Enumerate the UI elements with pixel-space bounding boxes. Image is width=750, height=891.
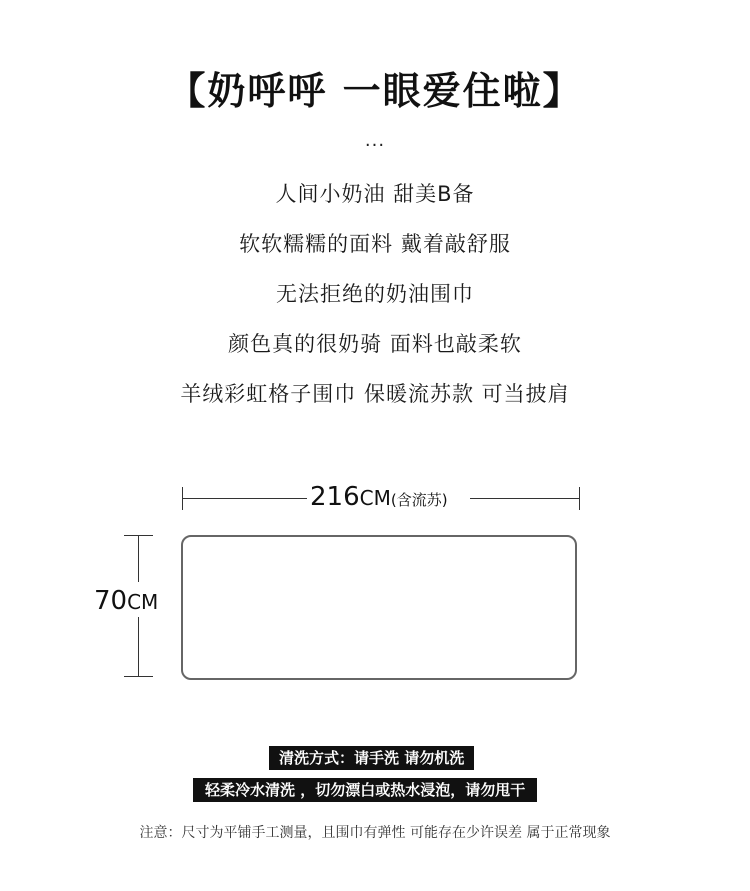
scarf-outline <box>181 535 577 680</box>
care-instructions-line-2: 轻柔冷水清洗 ，切勿漂白或热水浸泡，请勿甩干 <box>193 778 537 802</box>
intro-line-3: 无法拒绝的奶油围巾 <box>276 282 474 306</box>
page-title: 【奶呼呼 一眼爱住啦】 <box>167 69 583 113</box>
width-dimension-label <box>310 482 470 512</box>
intro-line-1: 人间小奶油 甜美B备 <box>275 182 475 206</box>
width-value: 216 <box>310 482 360 512</box>
width-note: (含流苏) <box>390 491 448 509</box>
measurement-note: 注意：尺寸为平铺手工测量，且围巾有弹性 可能存在少许误差 属于正常现象 <box>139 825 611 841</box>
height-value: 70 <box>94 586 128 616</box>
ellipsis: ... <box>364 130 386 151</box>
height-dimension-line-top <box>138 535 139 582</box>
height-dimension-label <box>94 586 158 616</box>
width-dimension-right-tick <box>579 487 580 510</box>
height-dimension-bottom-tick <box>124 676 153 677</box>
height-dimension-line-bottom <box>138 617 139 677</box>
care-instructions-line-1: 清洗方式：请手洗 请勿机洗 <box>269 746 474 770</box>
width-dimension-line-left <box>183 498 307 499</box>
intro-line-2: 软软糯糯的面料 戴着敲舒服 <box>239 232 511 256</box>
intro-line-5: 羊绒彩虹格子围巾 保暖流苏款 可当披肩 <box>180 382 570 406</box>
width-unit: CM <box>359 486 391 510</box>
width-dimension-line-right <box>470 498 580 499</box>
height-unit: CM <box>127 590 159 614</box>
intro-line-4: 颜色真的很奶骑 面料也敲柔软 <box>228 332 522 356</box>
